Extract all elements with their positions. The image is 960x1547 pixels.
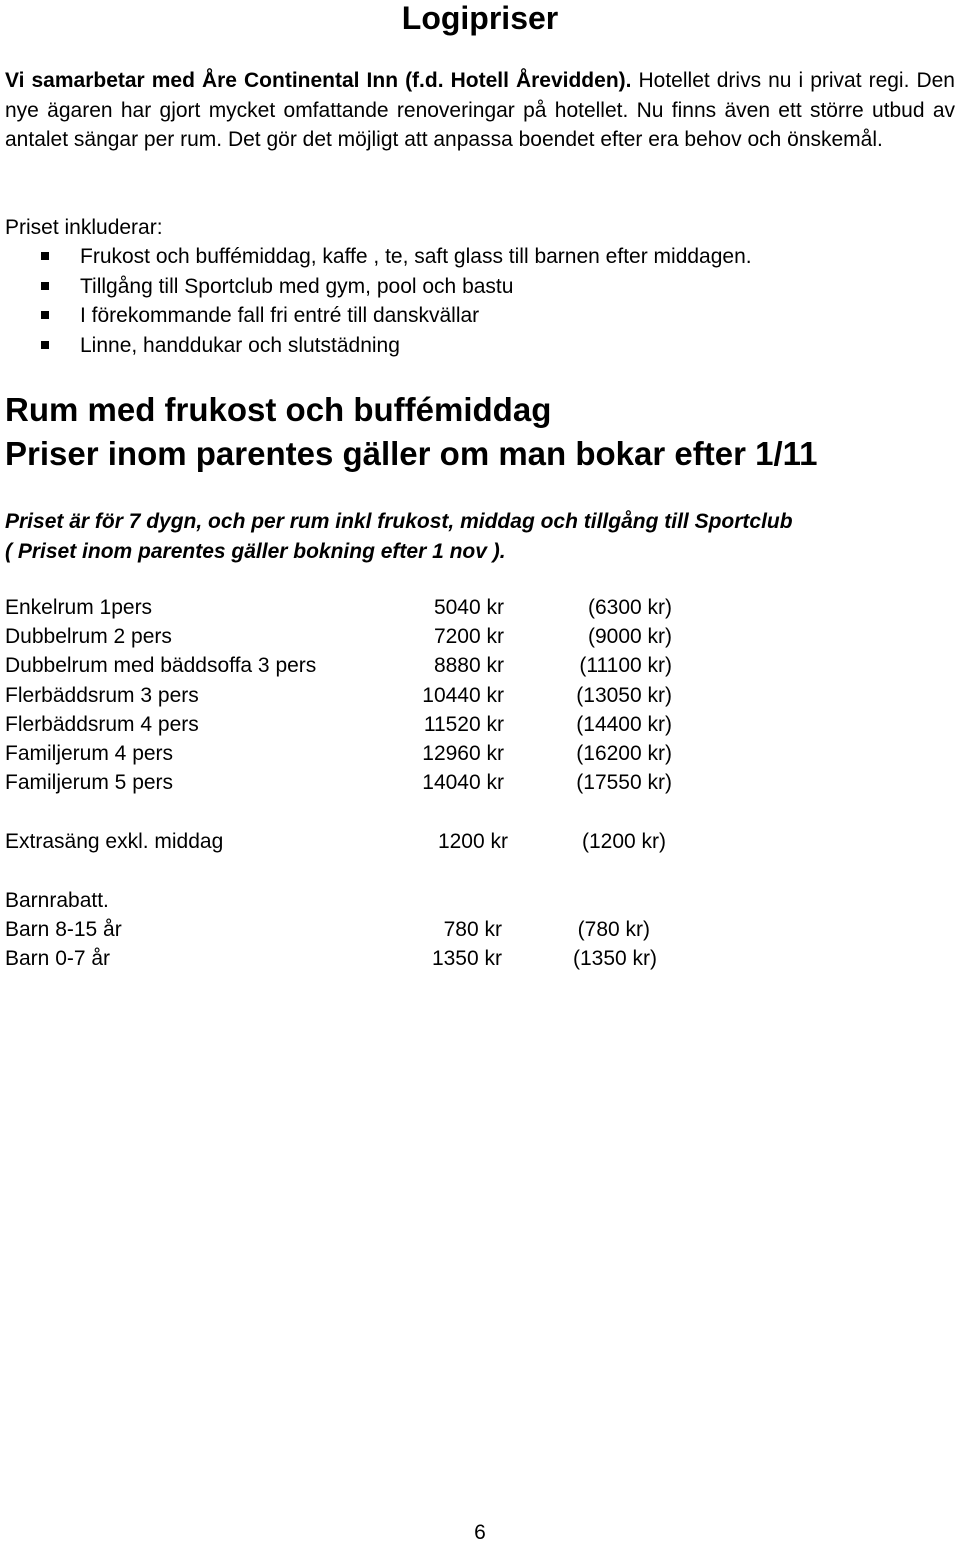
- list-item-text: Tillgång till Sportclub med gym, pool och bastu: [80, 274, 514, 298]
- room-late-price: (6300 kr): [587, 596, 672, 619]
- price-note: [5, 507, 793, 566]
- extra-bed-price: 1200 kr: [437, 830, 508, 853]
- intro-text: Hotellet drivs nu i privat regi. Den nye ägaren har gjort mycket omfattande renoveringar på hotellet. Nu finns även ett större utbud av antalet sängar per rum. Det gör det möjligt att anpassa boendet efter era behov och önskemål.: [5, 69, 955, 151]
- room-price: 8880 kr: [433, 654, 504, 677]
- extra-bed-name: Extrasäng exkl. middag: [5, 830, 224, 853]
- room-late-price: (16200 kr): [576, 742, 672, 765]
- intro-bold-lead: Vi samarbetar med Åre Continental Inn (f.d. Hotell Årevidden).: [5, 69, 632, 92]
- room-price: 10440 kr: [422, 684, 504, 707]
- extra-bed-row: [0, 827, 960, 856]
- page-number: 6: [474, 1521, 486, 1544]
- room-name: Familjerum 5 pers: [5, 771, 174, 794]
- list-item-text: Frukost och buffémiddag, kaffe , te, saft glass till barnen efter middagen.: [80, 245, 752, 268]
- room-name: Dubbelrum 2 pers: [5, 625, 172, 648]
- child-price: 1350 kr: [431, 947, 502, 970]
- child-price-row: [0, 915, 960, 944]
- square-bullet-icon: [41, 311, 49, 319]
- section-heading: [5, 388, 818, 476]
- intro-paragraph: [5, 66, 955, 155]
- list-item-text: I förekommande fall fri entré till danskvällar: [80, 304, 480, 327]
- square-bullet-icon: [41, 282, 49, 290]
- price-note-line2: ( Priset inom parentes gäller bokning efter 1 nov ).: [5, 539, 506, 563]
- child-late-price: (1350 kr): [572, 947, 657, 970]
- price-note-line1: Priset är för 7 dygn, och per rum inkl frukost, middag och tillgång till Sportclub: [5, 510, 793, 533]
- square-bullet-icon: [41, 341, 49, 349]
- room-late-price: (9000 kr): [587, 625, 672, 648]
- table-row: [0, 681, 960, 710]
- room-price: 14040 kr: [422, 771, 504, 794]
- room-price: 7200 kr: [433, 625, 504, 648]
- child-discount-label: Barnrabatt.: [5, 889, 109, 912]
- table-row: [0, 710, 960, 739]
- table-row: [0, 593, 960, 622]
- child-late-price: (780 kr): [577, 918, 650, 941]
- room-name: Enkelrum 1pers: [5, 596, 153, 619]
- includes-label: Priset inkluderar:: [5, 216, 163, 239]
- room-late-price: (11100 kr): [579, 654, 672, 677]
- table-row: [0, 651, 960, 680]
- extra-bed-late-price: (1200 kr): [581, 830, 666, 853]
- table-row: [0, 768, 960, 797]
- room-late-price: (14400 kr): [576, 713, 672, 736]
- room-name: Dubbelrum med bäddsoffa 3 pers: [5, 654, 317, 677]
- room-price: 11520 kr: [423, 713, 504, 736]
- room-name: Flerbäddsrum 4 pers: [5, 713, 199, 736]
- child-price: 780 kr: [443, 918, 502, 941]
- room-price: 12960 kr: [422, 742, 504, 765]
- table-row: [0, 739, 960, 768]
- room-name: Flerbäddsrum 3 pers: [5, 684, 199, 707]
- room-late-price: (13050 kr): [576, 684, 672, 707]
- section-heading-line2: Priser inom parentes gäller om man bokar efter 1/11: [5, 435, 818, 472]
- table-row: [0, 622, 960, 651]
- room-name: Familjerum 4 pers: [5, 742, 174, 765]
- child-group-name: Barn 8-15 år: [5, 918, 122, 941]
- page-title: Logipriser: [401, 0, 559, 36]
- room-late-price: (17550 kr): [576, 771, 672, 794]
- list-item-text: Linne, handdukar och slutstädning: [80, 333, 400, 357]
- section-heading-line1: Rum med frukost och buffémiddag: [5, 391, 552, 428]
- square-bullet-icon: [41, 252, 49, 260]
- room-price: 5040 kr: [433, 596, 504, 619]
- child-group-name: Barn 0-7 år: [5, 947, 111, 970]
- child-price-row: [0, 944, 960, 973]
